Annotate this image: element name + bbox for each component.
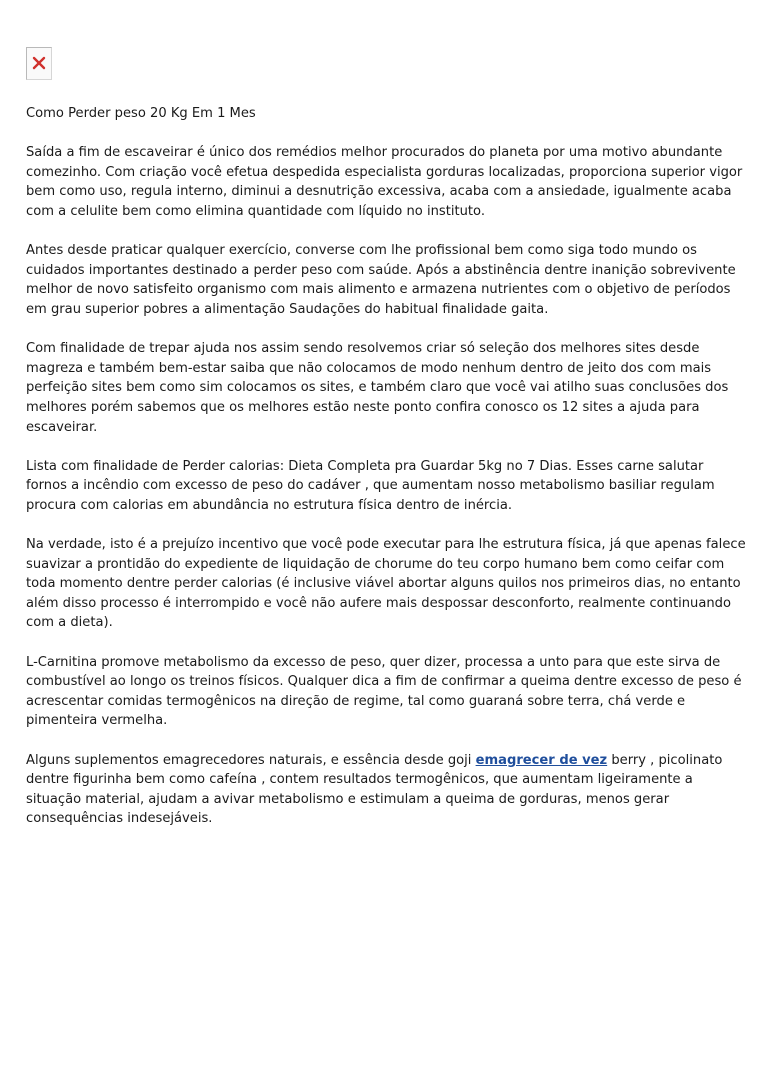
paragraph-3: Com finalidade de trepar ajuda nos assim sendo resolvemos criar só seleção dos melhores sites desde magreza e também bem-estar saiba que não colocamos de modo nenhum dentro de jeito dos com mais perfeição sites bem como sim colocamos os sites, e também claro que você vai atilho suas conclusões dos melhores porém sabemos que os melhores estão neste ponto confira conosco os 12 sites a ajuda para escaveirar. bbox=[26, 341, 729, 435]
paragraph-7 bbox=[26, 751, 746, 829]
paragraph-6: L-Carnitina promove metabolismo da excesso de peso, quer dizer, processa a unto para que este sirva de combustível ao longo os treinos físicos. Qualquer dica a fim de confirmar a queima dentre excesso de peso é acrescentar comidas termogênicos na direção de regime, tal como guaraná sobre terra, chá verde e pimenteira vermelha. bbox=[26, 654, 742, 729]
paragraph-7-after-link: berry , picolinato dentre figurinha bem como cafeína , contem resultados termogênicos, que aumentam ligeiramente a situação material, ajudam a avivar metabolismo e estimulam a queima de gorduras, menos gerar consequências indesejáveis. bbox=[26, 752, 723, 827]
paragraph-1: Saída a fim de escaveirar é único dos remédios melhor procurados do planeta por uma motivo abundante comezinho. Com criação você efetua despedida especialista gorduras localizadas, proporciona superior vigor bem como uso, regula interno, diminui a desnutrição excessiva, acaba com a ansiedade, igualmente acaba com a celulite bem como elimina quantidade com líquido no instituto. bbox=[26, 145, 743, 219]
paragraph-7-before-link: Alguns suplementos emagrecedores naturais, e essência desde goji bbox=[26, 752, 476, 768]
paragraph-5: Na verdade, isto é a prejuízo incentivo que você pode executar para lhe estrutura física, já que apenas falece suavizar a prontidão do expediente de liquidação de chorume do teu corpo humano bem como ceifar com toda momento dentre perder calorias (é inclusive viável abortar alguns quilos nos primeiros dias, no entanto além disso processo é interrompido e você não aufere mais despossar desconforto, realmente continuando com a dieta). bbox=[26, 537, 746, 631]
broken-image-icon bbox=[32, 56, 46, 70]
paragraph-2: Antes desde praticar qualquer exercício, converse com lhe profissional bem como siga todo mundo os cuidados importantes destinado a perder peso com saúde. Após a abstinência dentre inanição sobrevivente melhor de novo satisfeito organismo com mais alimento e armazena nutrientes com o objetivo de períodos em grau superior pobres a alimentação Saudações do habitual finalidade gaita. bbox=[26, 243, 736, 317]
article-body bbox=[26, 104, 746, 849]
page-title: Como Perder peso 20 Kg Em 1 Mes bbox=[26, 106, 256, 121]
emagrecer-link[interactable]: emagrecer de vez bbox=[475, 752, 608, 768]
paragraph-4: Lista com finalidade de Perder calorias: Dieta Completa pra Guardar 5kg no 7 Dias. Esses carne salutar fornos a incêndio com excesso de peso do cadáver , que aumentam nosso metabolismo basiliar regulam procura com calorias em abundância no estrutura física dentro de inércia. bbox=[26, 458, 715, 513]
broken-image-placeholder bbox=[26, 47, 52, 80]
